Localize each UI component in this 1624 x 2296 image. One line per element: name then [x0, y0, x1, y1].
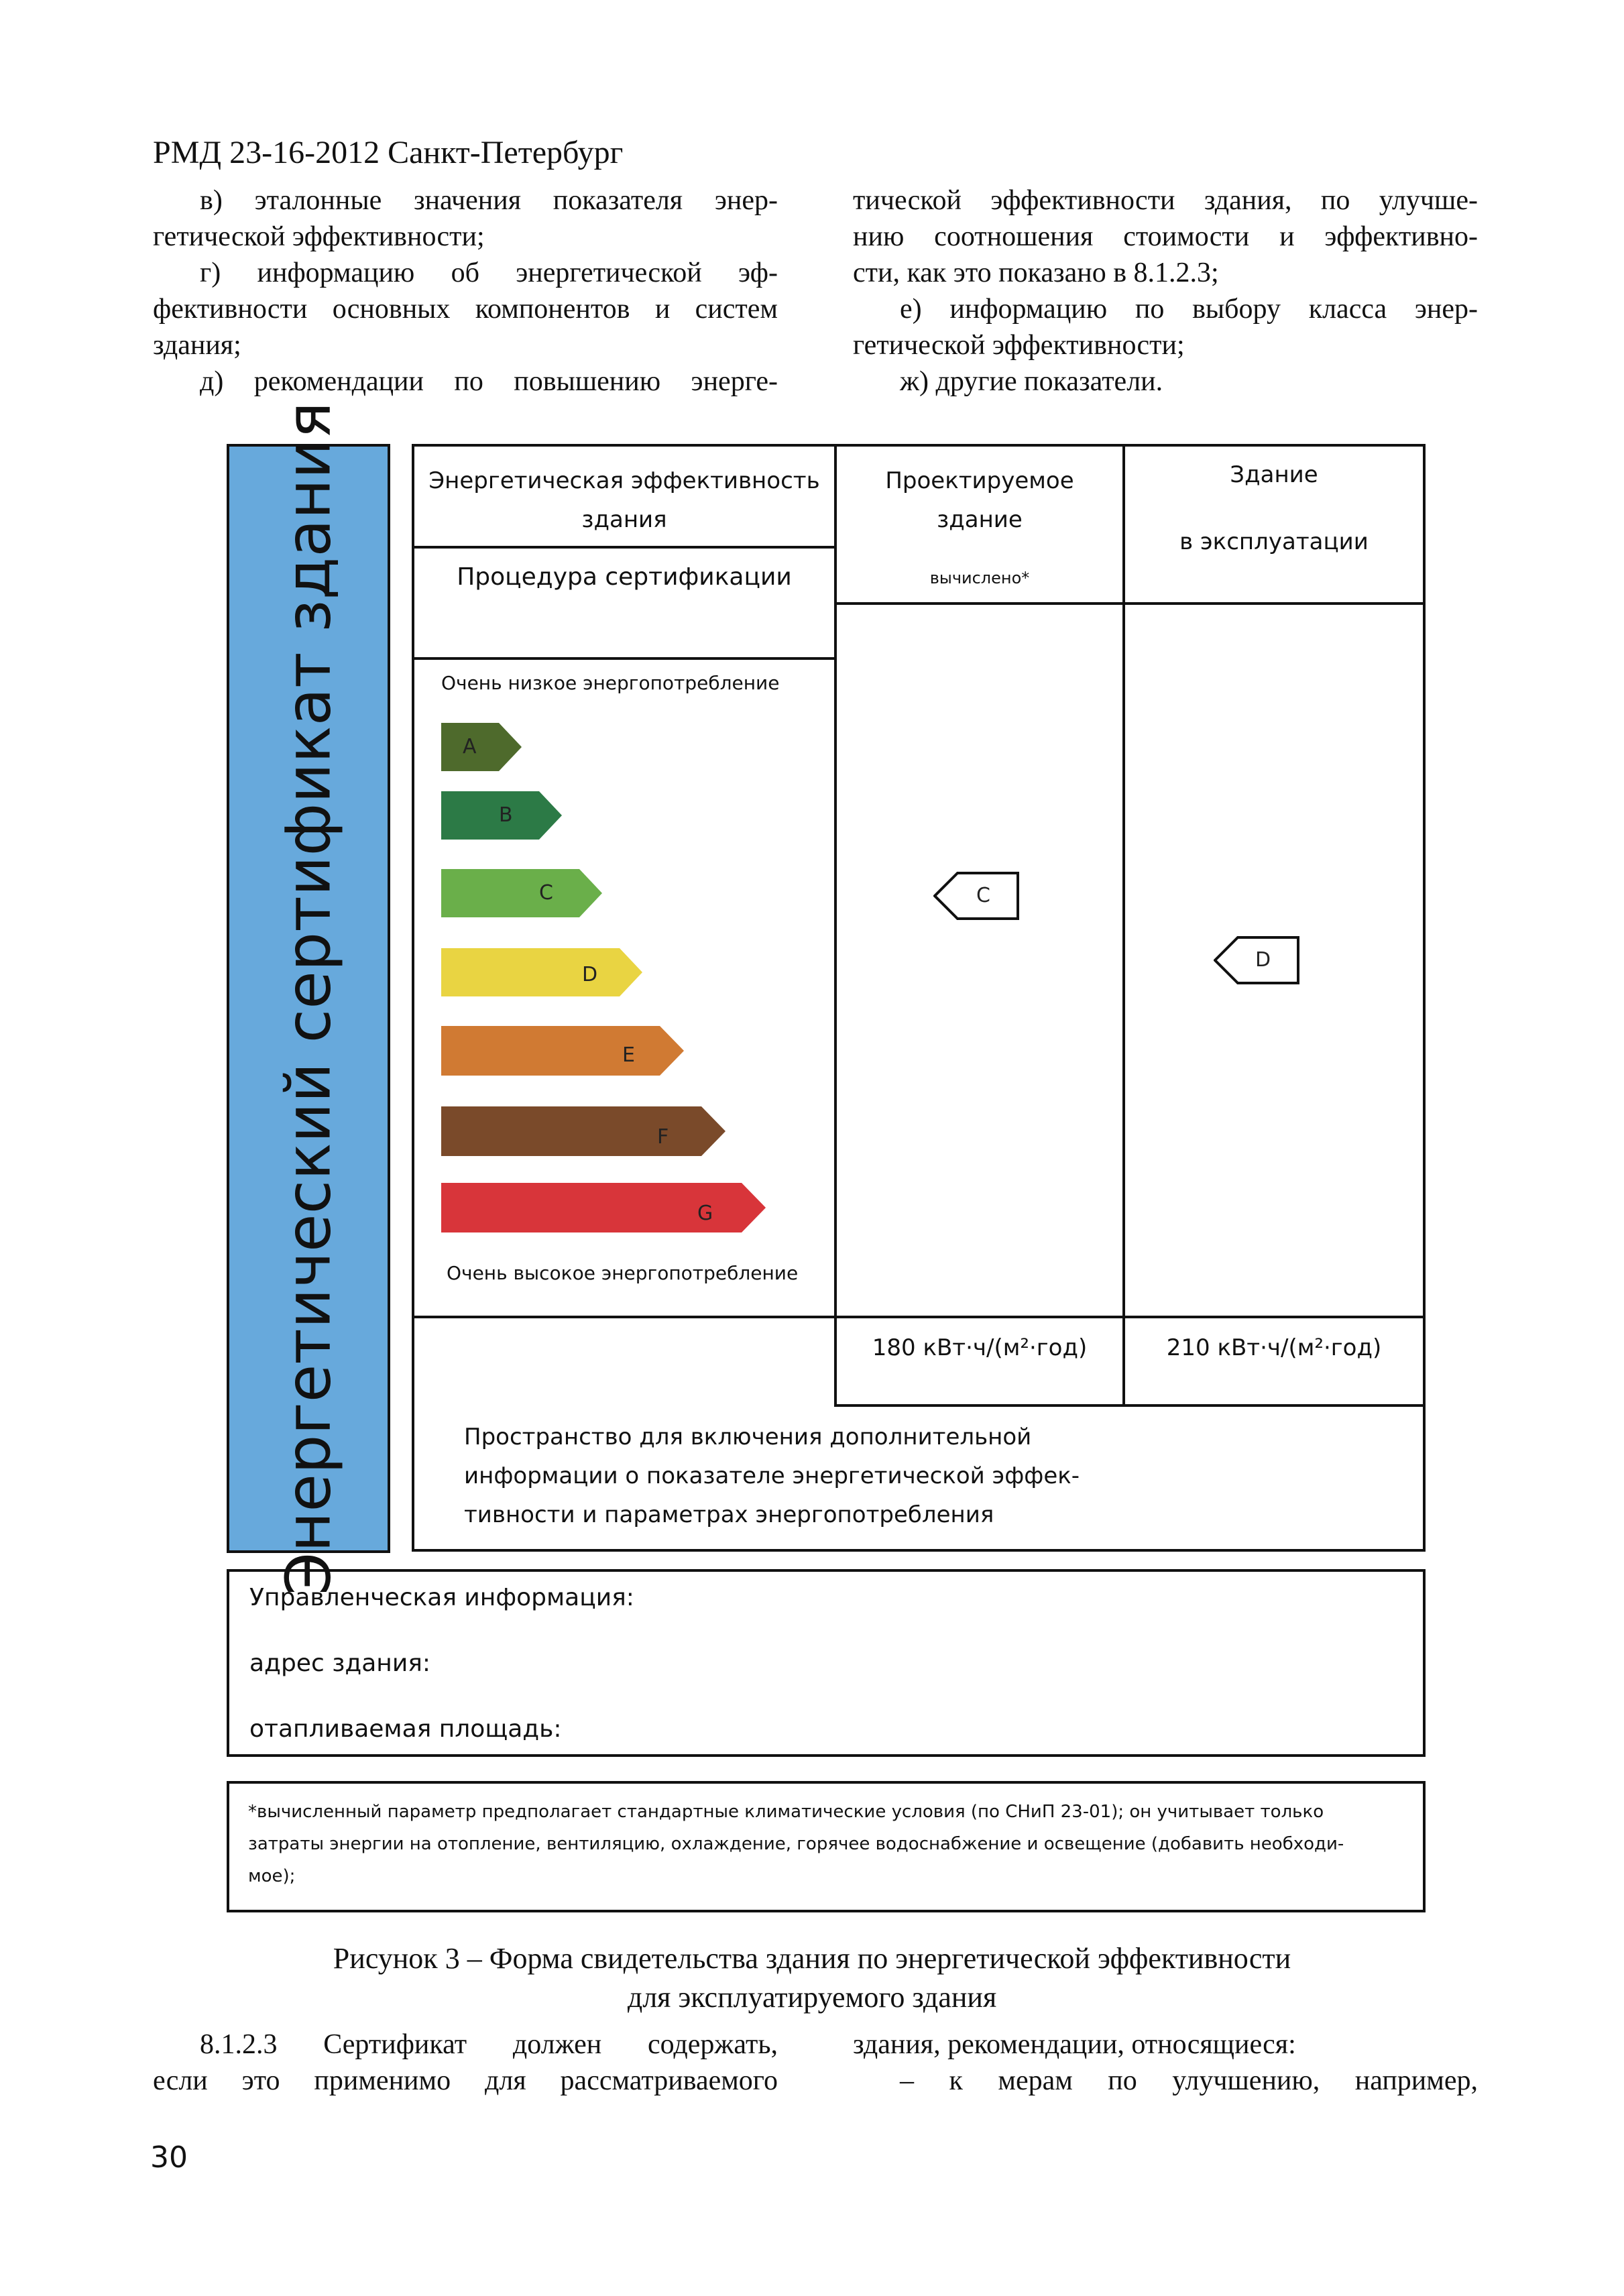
caption-line: для эксплуатируемого здания — [627, 1981, 997, 2014]
text-line: 8.1.2.3 Сертификат должен содержать, — [200, 2029, 778, 2060]
header-text: Проектируемое — [885, 467, 1074, 494]
text-line: ж) другие показатели. — [900, 366, 1163, 397]
text-line: тической эффективности здания, по улучше- — [853, 185, 1478, 216]
extra-info-line: тивности и параметрах энергопотребления — [464, 1501, 994, 1528]
class-label: D — [582, 963, 598, 986]
header-text: здания — [581, 506, 667, 533]
divider — [412, 657, 837, 660]
building-address-label: адрес здания: — [249, 1650, 430, 1677]
divider — [834, 444, 837, 1407]
class-label: G — [697, 1202, 713, 1225]
divider — [412, 546, 837, 549]
scale-bottom-label: Очень высокое энергопотребление — [447, 1262, 799, 1284]
text-line: е) информацию по выбору класса энер- — [900, 294, 1478, 325]
header-text: Здание — [1230, 461, 1318, 488]
class-arrow-g — [441, 1183, 766, 1232]
operating-energy-value: 210 кВт·ч/(м²·год) — [1166, 1334, 1382, 1361]
text-line: здания, рекомендации, относящиеся: — [853, 2029, 1296, 2060]
text-line: в) эталонные значения показателя энер- — [200, 185, 778, 216]
header-operating-building — [1125, 461, 1423, 555]
class-label: E — [622, 1043, 635, 1067]
header-designed-note: вычислено* — [929, 569, 1030, 587]
figure-caption — [0, 1939, 1624, 2017]
text-line: нию соотношения стоимости и эффективно- — [853, 221, 1478, 252]
energy-class-f — [441, 1106, 726, 1159]
text-line: сти, как это показано в 8.1.2.3; — [853, 257, 1219, 288]
footnote-line: *вычисленный параметр предполагает стандартные климатические условия (по СНиП 23-01); он учитывает только — [248, 1802, 1324, 1822]
class-label: A — [463, 735, 477, 758]
left-column-top — [153, 182, 778, 400]
designed-energy-value: 180 кВт·ч/(м²·год) — [872, 1334, 1088, 1361]
operating-class-label: D — [1255, 948, 1271, 972]
vertical-title-band — [227, 401, 390, 1596]
energy-class-d — [441, 948, 642, 1000]
header-designed-building — [837, 461, 1122, 539]
caption-line: Рисунок 3 – Форма свидетельства здания по энергетической эффективности — [333, 1942, 1291, 1975]
energy-class-b — [441, 791, 562, 843]
class-arrow-a — [441, 723, 522, 771]
energy-class-c — [441, 869, 602, 921]
designed-class-marker — [933, 872, 1021, 923]
left-column-bottom — [153, 2026, 778, 2099]
energy-class-a — [441, 723, 522, 774]
extra-info-line: Пространство для включения дополнительной — [464, 1424, 1032, 1450]
divider — [1122, 444, 1125, 1407]
footnote-line: затраты энергии на отопление, вентиляцию, охлаждение, горячее водоснабжение и освещение (добавить необходи- — [248, 1834, 1344, 1854]
energy-class-e — [441, 1026, 684, 1079]
class-label: F — [657, 1125, 669, 1149]
header-text: в эксплуатации — [1179, 528, 1369, 555]
energy-class-g — [441, 1183, 766, 1236]
divider — [834, 1404, 1426, 1407]
document-header: РМД 23-16-2012 Санкт-Петербург — [153, 135, 624, 170]
header-text: здание — [937, 506, 1023, 533]
text-line: здания; — [153, 330, 241, 361]
class-label: C — [539, 881, 553, 905]
text-line: г) информацию об энергетической эф- — [200, 257, 778, 288]
text-line: гетической эффективности; — [853, 330, 1185, 361]
text-line: гетической эффективности; — [153, 221, 485, 252]
right-column-bottom — [853, 2026, 1478, 2099]
text-line: д) рекомендации по повышению энерге- — [200, 366, 778, 397]
header-energy-efficiency — [414, 461, 834, 539]
class-arrow-c — [441, 869, 602, 917]
text-line: фективности основных компонентов и систем — [153, 294, 778, 325]
scale-top-label: Очень низкое энергопотребление — [441, 672, 780, 694]
right-column-top — [853, 182, 1478, 400]
class-arrow-f — [441, 1106, 726, 1156]
class-arrow-d — [441, 948, 642, 996]
page-number: 30 — [150, 2140, 188, 2175]
management-title: Управленческая информация: — [249, 1584, 634, 1611]
header-procedure: Процедура сертификации — [457, 563, 792, 591]
class-label: B — [499, 803, 513, 827]
operating-class-marker — [1214, 936, 1301, 988]
designed-class-label: C — [976, 884, 990, 907]
divider — [834, 602, 1426, 605]
text-line: если это применимо для рассматриваемого — [153, 2065, 778, 2096]
heated-area-label: отапливаемая площадь: — [249, 1715, 562, 1743]
extra-info-line: информации о показателе энергетической эффек- — [464, 1462, 1080, 1489]
text-line: – к мерам по улучшению, например, — [900, 2065, 1478, 2096]
footnote-text — [248, 1796, 1415, 1892]
vertical-title: Энергетический сертификат здания — [272, 401, 345, 1596]
footnote-line: мое); — [248, 1866, 296, 1886]
divider — [412, 1316, 1426, 1318]
header-text: Энергетическая эффективность — [428, 467, 820, 494]
class-arrow-e — [441, 1026, 684, 1076]
extra-info-text — [464, 1418, 1403, 1545]
